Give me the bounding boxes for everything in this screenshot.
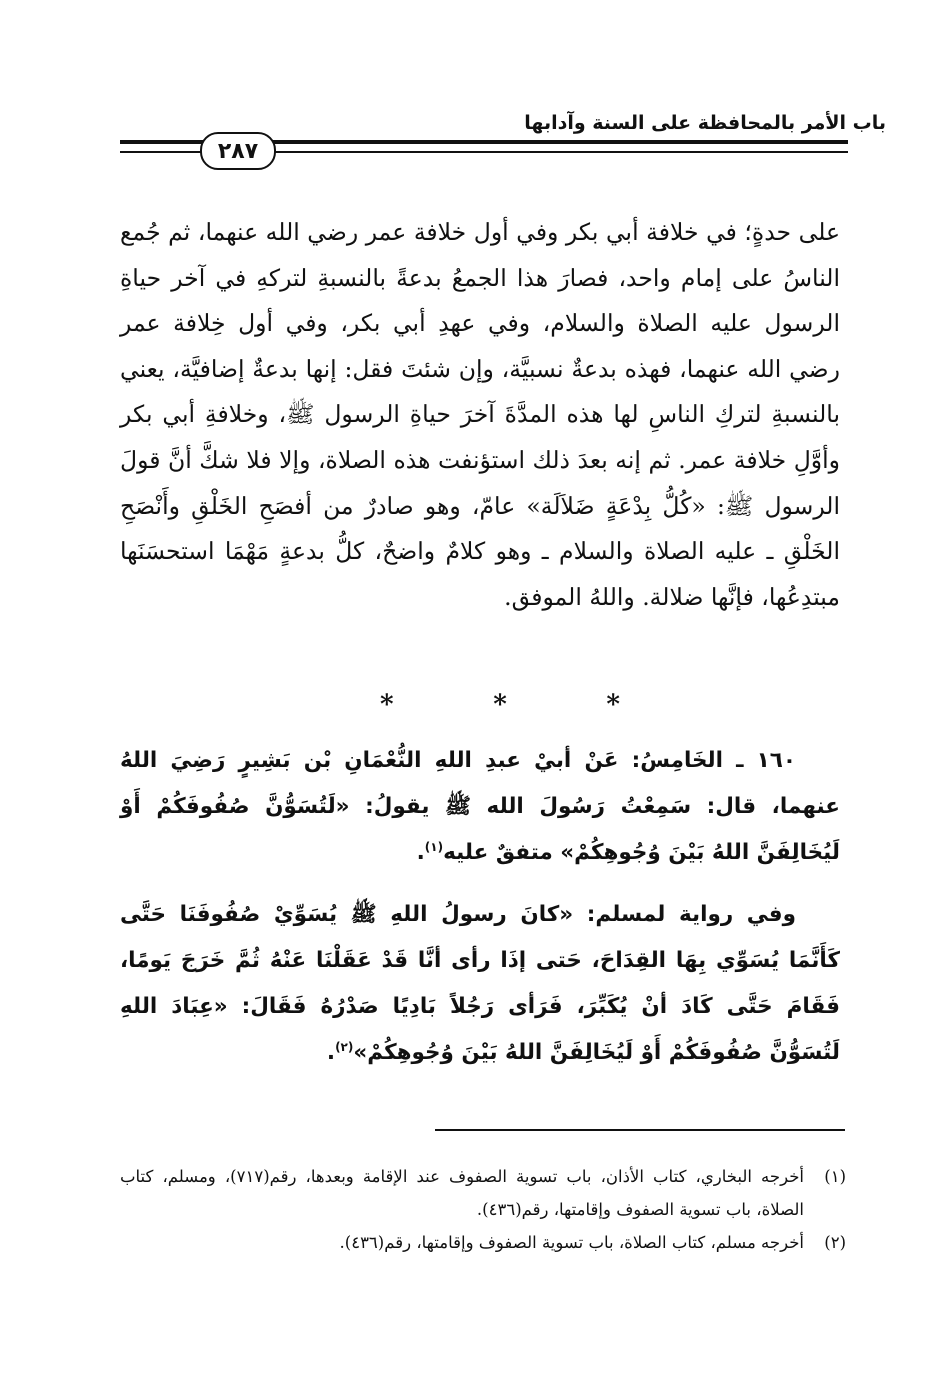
footnote-ref-1: (١) — [424, 839, 444, 854]
footnote-text: أخرجه مسلم، كتاب الصلاة، باب تسوية الصفوف وإقامتها، رقم(٤٣٦). — [339, 1233, 804, 1252]
hadith-text: ١٦٠ ـ الخَامِسُ: عَنْ أبيْ عبدِ اللهِ النُّعْمَانِ بْن بَشِيرٍ رَضِيَ اللهُ عنهما، قال: سَمِعْتُ رَسُولَ الله ﷺ يقولُ: «لَتُسَوُّنَّ صُفُوفَكُمْ أَوْ لَيُخَالِفَنَّ اللهُ بَيْنَ وُجُوهِكُمْ» متفقٌ عليه — [120, 748, 840, 865]
footnote-ref-2: (٢) — [335, 1039, 354, 1054]
separator-star: * — [380, 690, 394, 720]
footnote-text: أخرجه البخاري، كتاب الأذان، باب تسوية الصفوف عند الإقامة وبعدها، رقم(٧١٧)، ومسلم، كتاب الصلاة، باب تسوية الصفوف وإقامتها، رقم(٤٣٦). — [120, 1167, 804, 1219]
footnote-number: (١) — [824, 1167, 846, 1186]
separator-star: * — [493, 690, 507, 720]
hadith-paragraph: ١٦٠ ـ الخَامِسُ: عَنْ أبيْ عبدِ اللهِ النُّعْمَانِ بْن بَشِيرٍ رَضِيَ اللهُ عنهما، قال: سَمِعْتُ رَسُولَ الله ﷺ يقولُ: «لَتُسَوُّنَّ صُفُوفَكُمْ أَوْ لَيُخَالِفَنَّ اللهُ بَيْنَ وُجُوهِكُمْ» متفقٌ عليه$^{(١)}$. — [120, 748, 840, 865]
section-separator — [380, 690, 620, 720]
running-header: باب الأمر بالمحافظة على السنة وآدابها — [524, 112, 886, 134]
footnote-number: (٢) — [824, 1233, 846, 1252]
riwaya-paragraph: وفي رواية لمسلم: «كانَ رسولُ اللهِ ﷺ يُسَوِّيْ صُفُوفَنَا حَتَّى كَأَنَّمَا يُسَوِّي بِهَا القِدَاحَ، حَتى إذَا رأى أنَّا قَدْ عَقَلْنَا عَنْهُ ثُمَّ خَرَجَ يَومًا، فَقَامَ حَتَّى كَادَ أنْ يُكَبِّرَ، فَرَأى رَجُلاً بَادِيًا صَدْرُهُ فَقَالَ: «عِبَادَ اللهِ لَتُسَوُّنَّ صُفُوفَكُمْ أَوْ لَيُخَالِفَنَّ اللهُ بَيْنَ وُجُوهِكُمْ»$^{(٢)}$. — [120, 902, 840, 1065]
commentary-paragraph: على حدةٍ؛ في خلافة أبي بكر وفي أول خلافة عمر رضي الله عنهما، ثم جُمع الناسُ على إمام واحد، فصارَ هذا الجمعُ بدعةً بالنسبةِ لتركهِ في آخر حياةِ الرسول عليه الصلاة والسلام، وفي عهدِ أبي بكر، وفي أول خِلافة عمر رضي الله عنهما، فهذه بدعةٌ نسبيَّة، وإن شئتَ فقل: إنها بدعةٌ إضافيَّة، يعني بالنسبةِ لتركِ الناسِ لها هذه المدَّةَ آخرَ حياةِ الرسول ﷺ، وخلافةِ أبي بكر وأوَّلِ خلافة عمر. ثم إنه بعدَ ذلك استؤنفت هذه الصلاة، وإلا فلا شكَّ أنَّ قولَ الرسول ﷺ: «كُلُّ بِدْعَةٍ ضَلاَلَة» عامّ، وهو صادرٌ من أفصَحِ الخَلْقِ وأَنْصَحِ الخَلْقِ ـ عليه الصلاة والسلام ـ وهو كلامٌ واضحٌ، كلُّ بدعةٍ مَهْمَا استحسَنَها مبتدِعُها، فإنَّها ضلالة. واللهُ الموفق. — [120, 218, 840, 611]
footnote-item — [120, 1160, 846, 1226]
riwaya-text: وفي رواية لمسلم: «كانَ رسولُ اللهِ ﷺ يُسَوِّيْ صُفُوفَنَا حَتَّى كَأَنَّمَا يُسَوِّي بِهَا القِدَاحَ، حَتى إذَا رأى أنَّا قَدْ عَقَلْنَا عَنْهُ ثُمَّ خَرَجَ يَومًا، فَقَامَ حَتَّى كَادَ أنْ يُكَبِّرَ، فَرَأى رَجُلاً بَادِيًا صَدْرُهُ فَقَالَ: «عِبَادَ اللهِ لَتُسَوُّنَّ صُفُوفَكُمْ أَوْ لَيُخَالِفَنَّ اللهُ بَيْنَ وُجُوهِكُمْ» — [120, 902, 840, 1065]
footnote-item — [120, 1226, 846, 1259]
footnote-divider — [435, 1129, 845, 1131]
separator-star: * — [606, 690, 620, 720]
page-number: ٢٨٧ — [200, 132, 276, 170]
footnotes — [120, 1160, 846, 1259]
